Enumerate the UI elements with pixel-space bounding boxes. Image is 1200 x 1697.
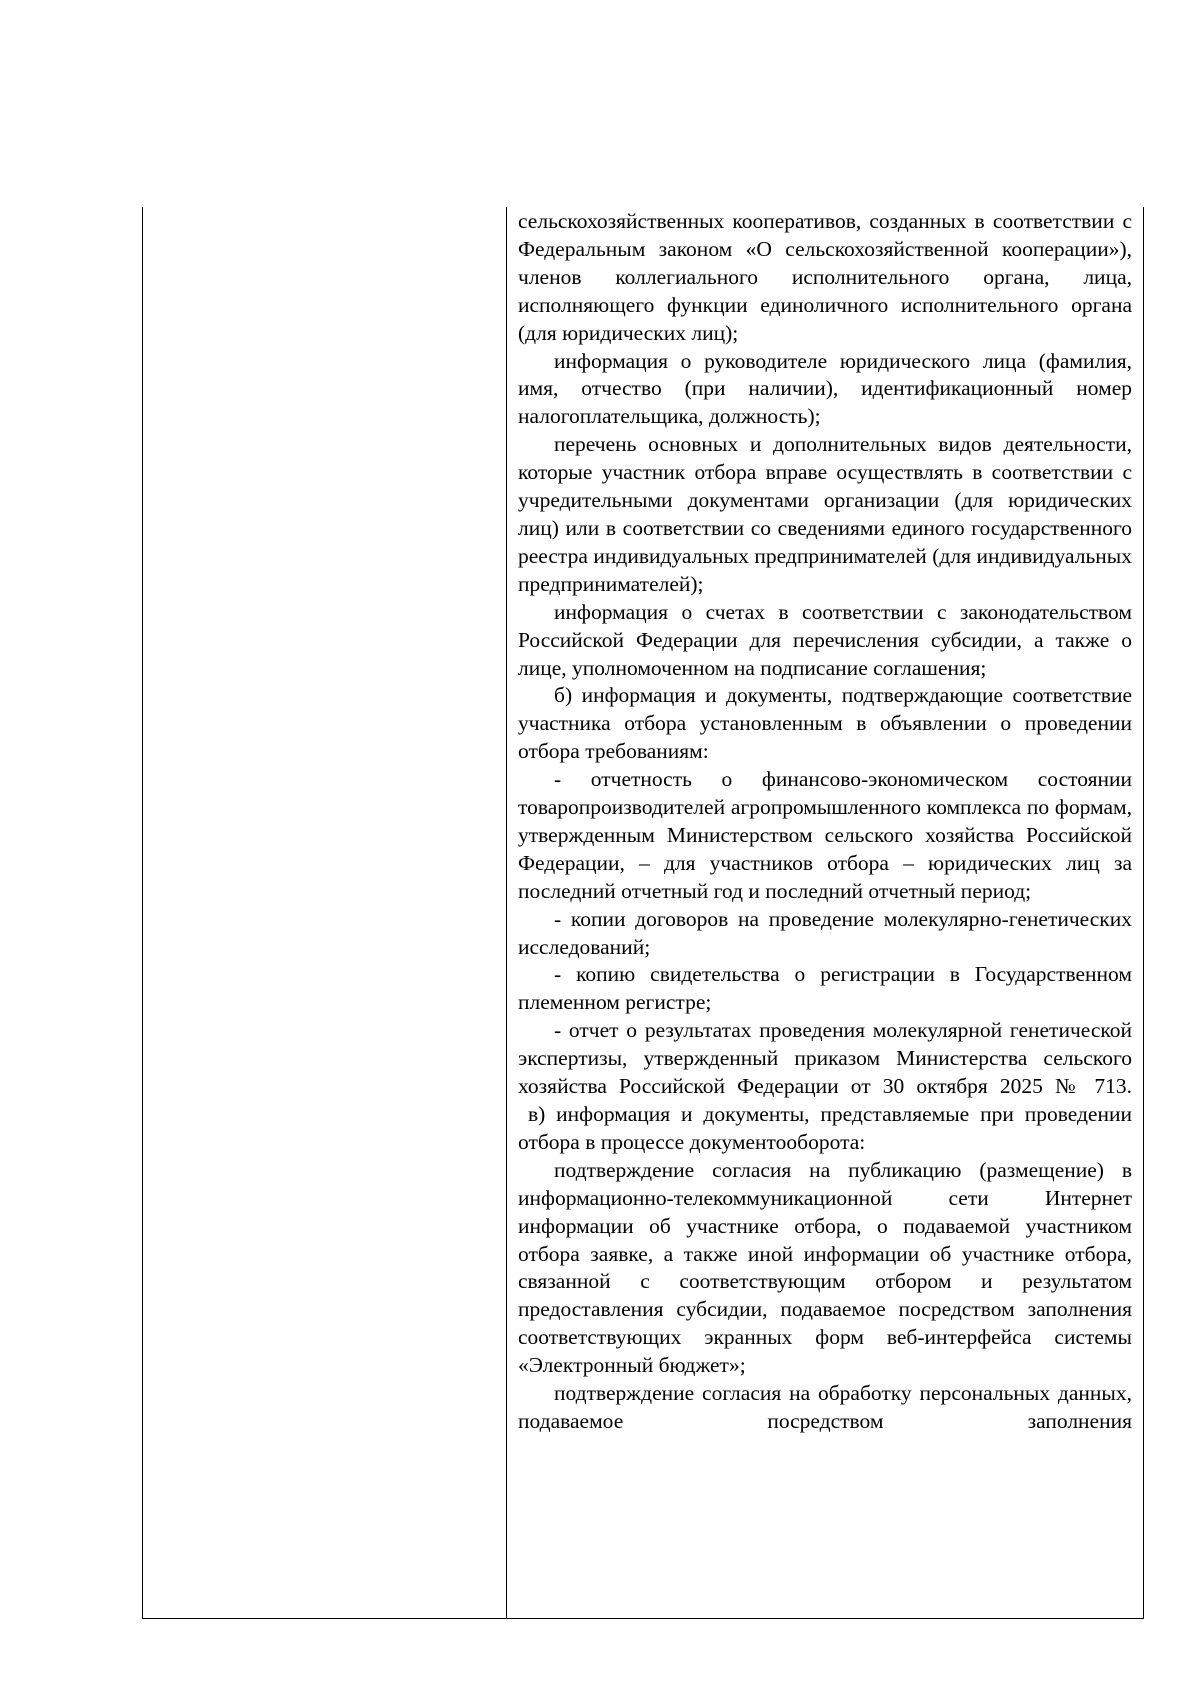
paragraph-expertise-report: - отчет о результатах проведения молекулярной генетической экспертизы, утвержденный приказом Министерства сельского хозяйства Российской Федерации от 30 октября 2025 № 713. (518, 1018, 1132, 1099)
paragraph-personal-data-consent: подтверждение согласия на обработку персональных данных, подаваемое посредством заполнения (518, 1381, 1132, 1433)
table-left-cell (143, 207, 507, 1618)
paragraph-item-v: в) информация и документы, представляемые при проведении отбора в процессе документооборота: (518, 1102, 1132, 1154)
paragraph-certificate: - копию свидетельства о регистрации в Государственном племенном регистре; (518, 962, 1132, 1015)
paragraph-reporting: - отчетность о финансово-экономическом состоянии товаропроизводителей агропромышленного комплекса по формам, утвержденным Министерством сельского хозяйства Российской Федерации, – для участников отбора – юридических лиц за последний отчетный год и последний отчетный период; (518, 767, 1132, 903)
paragraph-contracts: - копии договоров на проведение молекулярно-генетических исследований; (518, 906, 1132, 959)
paragraph-publication-consent: подтверждение согласия на публикацию (размещение) в информационно-телекоммуникационной сети Интернет информации об участнике отбора, о подаваемой участником отбора заявке, а также иной информации об участнике отбора, связанной с соответствующим отбором и результатом предоставления субсидии, подаваемое посредством заполнения соответствующих экранных форм веб-интерфейса системы «Электронный бюджет»; (518, 1157, 1132, 1378)
document-table (142, 207, 1144, 1619)
paragraph-members: сельскохозяйственных кооперативов, созданных в соответствии с Федеральным законом «О сельскохозяйственной кооперации»), членов коллегиального исполнительного органа, лица, исполняющего функции единоличного исполнительного органа (для юридических лиц); (518, 209, 1132, 345)
paragraph-head-info: информация о руководителе юридического лица (фамилия, имя, отчество (при наличии), идентификационный номер налогоплательщика, должность); (518, 348, 1132, 429)
table-right-cell (507, 207, 1143, 1618)
paragraph-activities: перечень основных и дополнительных видов деятельности, которые участник отбора вправе осуществлять в соответствии с учредительными документами организации (для юридических лиц) или в соответствии со сведениями единого государственного реестра индивидуальных предпринимателей (для индивидуальных предпринимателей); (518, 432, 1132, 596)
paragraph-item-b: б) информация и документы, подтверждающие соответствие участника отбора установленным в объявлении о проведении отбора требованиям: (518, 683, 1132, 764)
paragraph-accounts: информация о счетах в соответствии с законодательством Российской Федерации для перечисления субсидии, а также о лице, уполномоченном на подписание соглашения; (518, 599, 1132, 680)
